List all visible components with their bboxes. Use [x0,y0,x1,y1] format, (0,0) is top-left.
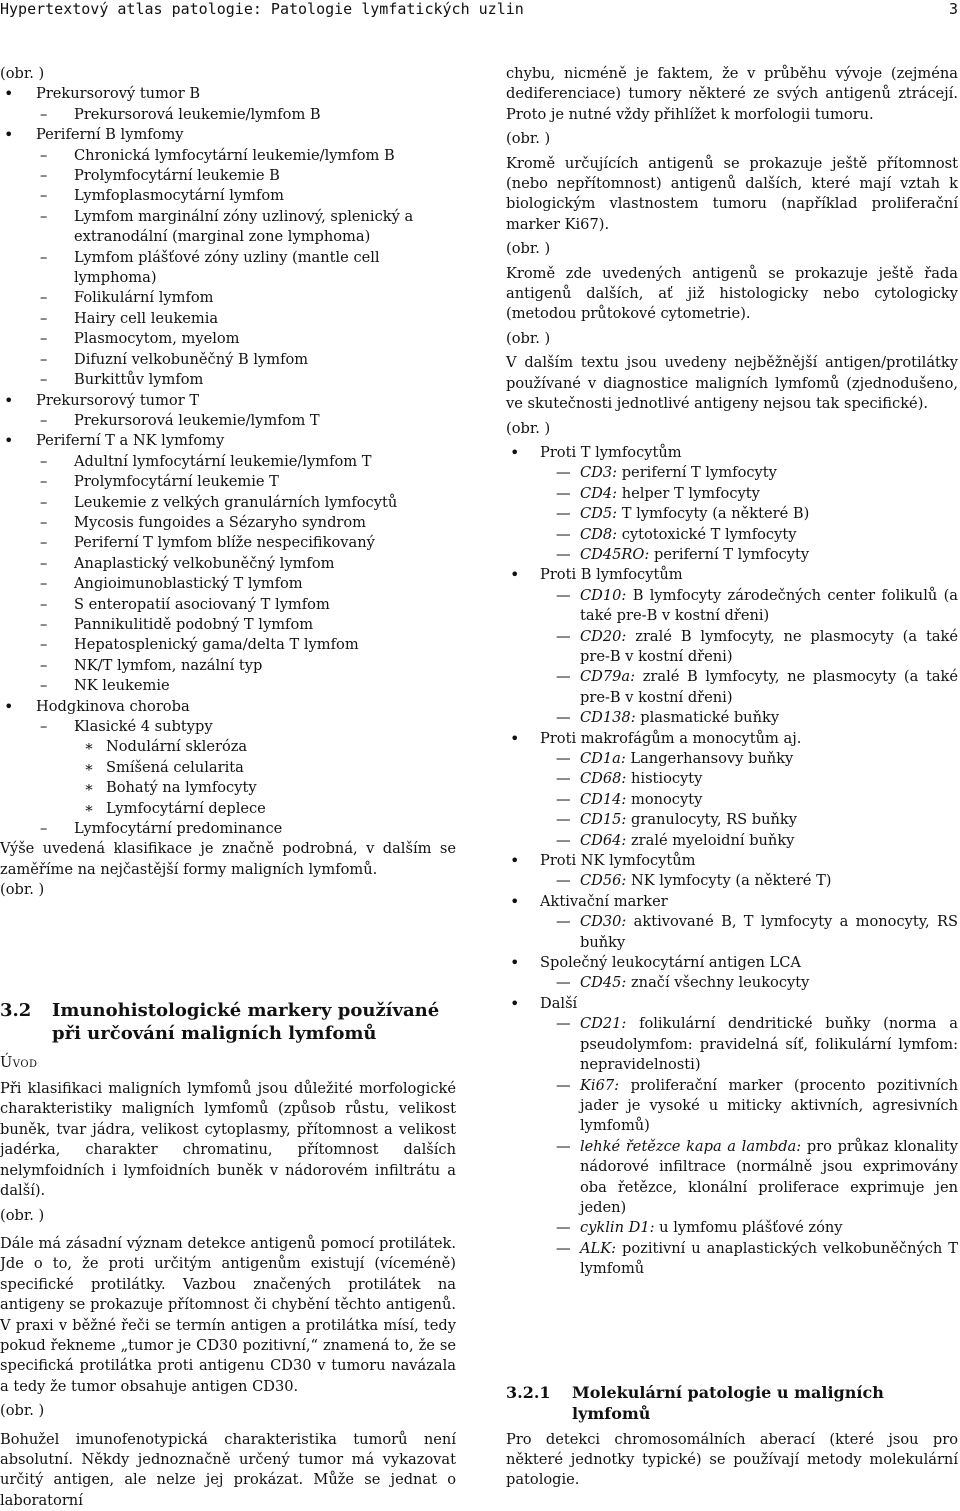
marker-item [506,1239,958,1280]
marker-description: značí všechny leukocyty [626,974,810,992]
marker-description: granulocyty, RS buňky [626,811,797,829]
sub-list-item: – Pannikulitidě podobný T lymfom [0,615,456,635]
markers-list [506,443,958,1280]
marker-term: ALK: [580,1239,617,1257]
page-number: 3 [948,0,958,18]
list-item: • Prekursorový tumor B [0,84,456,104]
marker-item [506,769,958,789]
sub-list-item: – Chronická lymfocytární leukemie/lymfom B [0,146,456,166]
marker-item [506,871,958,891]
sub-list-item: – Angioimunoblastický T lymfom [0,574,456,594]
section-number: 3.2 [0,999,32,1021]
marker-group: • Proti makrofágům a monocytům aj. [506,729,958,749]
paragraph: Bohužel imunofenotypická charakteristika tumorů není absolutní. Někdy jednoznačně určený tumor má vykazovat určitý antigen, ale nelze jej prokázat. Může se jednat o laboratorní [0,1430,456,1509]
marker-term: cyklin D1: [580,1219,655,1237]
marker-item [506,749,958,769]
sub-list-item: – Periferní T lymfom blíže nespecifikovaný [0,533,456,553]
sub-list-item: – Klasické 4 subtypy [0,717,456,737]
sub-list-item: – Prekursorová leukemie/lymfom B [0,105,456,125]
list-item: • Periferní T a NK lymfomy [0,431,456,451]
page-header [0,0,960,22]
marker-description: aktivované B, T lymfocyty a monocyty, RS buňky [580,913,958,951]
paragraph: Dále má zásadní význam detekce antigenů pomocí protilátek. Jde o to, že proti určitým antigenům existují (víceméně) specifické protilátky. Vazbou značených protilátek na antigeny se prokazuje přítomnost či chybění těchto antigenů. V praxi v běžné řeči se termín antigen a protilátka mísí, tedy pokud řekneme „tumor je CD30 pozitivní,“ znamená to, že se specifická protilátka proti antigenu CD30 v tumoru navázala a tedy že tumor obsahuje antigen CD30. [0,1234,456,1395]
marker-term: CD79a: [580,668,636,686]
marker-item [506,831,958,851]
marker-group: • Aktivační marker [506,892,958,912]
sub-list-item: – NK/T lymfom, nazální typ [0,656,456,676]
paragraph: Pro detekci chromosomálních aberací (které jsou pro některé jednotky typické) se používají metody molekulární patologie. [506,1430,958,1489]
paragraph: Kromě zde uvedených antigenů se prokazuje ještě řada antigenů dalších, ať již histologicky nebo cytologicky (metodou průtokové cytometrie). [506,264,958,323]
marker-description: u lymfomu plášťové zóny [654,1219,843,1237]
section-title: Imunohistologické markery používané při určování maligních lymfomů [52,999,440,1044]
left-column [0,64,456,1511]
marker-description: zralé B lymfocyty, ne plasmocyty (a také pre-B v kostní dřeni) [580,668,958,706]
marker-description: pozitivní u anaplastických velkobuněčných T lymfomů [580,1239,958,1278]
marker-item [506,525,958,545]
marker-description: zralé B lymfocyty, ne plasmocyty (a také pre-B v kostní dřeni) [580,627,958,665]
figure-ref[interactable]: (obr. ) [0,65,45,82]
marker-description: monocyty [626,790,703,808]
figure-ref[interactable]: (obr. ) [506,240,551,258]
paragraph: Při klasifikaci maligních lymfomů jsou důležité morfologické charakteristiky maligních lymfomů (způsob růstu, velikost buněk, tvar jádra, velikost cytoplasmy, přítomnost a velikost jadérka, charakter chromatinu, přítomnost dalších nelymfoidních i lymfoidních buněk v nádorovém infiltrátu a další). [0,1080,456,1200]
marker-item [506,708,958,728]
marker-term: CD56: [580,872,627,890]
sub-list-item: – Lymfoplasmocytární lymfom [0,186,456,206]
marker-description: periferní T lymfocyty [617,464,777,482]
subsub-list-item: ∗ Smíšená celularita [0,758,456,778]
marker-item [506,1014,958,1075]
marker-item [506,973,958,993]
marker-item [506,463,958,483]
sub-list-item: – Burkittův lymfom [0,370,456,390]
marker-term: CD30: [580,913,627,931]
marker-term: CD14: [580,790,627,808]
marker-description: folikulární dendritické buňky (norma a pseudolymfom: pravidelná síť, folikulární lymfom: nepravidelnosti) [580,1015,958,1074]
marker-term: CD3: [580,464,618,482]
marker-term: CD4: [580,484,618,502]
marker-term: CD20: [580,627,627,645]
subheading-uvod: Úvod [0,1053,38,1071]
marker-description: proliferační marker (procento pozitivních jader je vysoké u miticky aktivních, agresivních lymfomů) [580,1076,958,1135]
list-item: • Periferní B lymfomy [0,125,456,145]
marker-description: T lymfocyty (a některé B) [617,505,810,523]
marker-description: cytotoxické T lymfocyty [617,525,797,543]
paragraph: Výše uvedená klasifikace je značně podrobná, v dalším se zaměříme na nejčastější formy maligních lymfomů. [0,840,456,878]
figure-ref[interactable]: (obr. ) [0,1206,45,1224]
figure-ref[interactable]: (obr. ) [0,881,45,899]
sub-list-item: – Leukemie z velkých granulárních lymfocytů [0,493,456,513]
figure-ref[interactable]: (obr. ) [506,419,551,437]
marker-description: helper T lymfocyty [617,484,760,502]
sub-list-item: – Lymfom marginální zóny uzlinový, splenický a extranodální (marginal zone lymphoma) [0,207,456,248]
list-item: • Hodgkinova choroba [0,697,456,717]
sub-list-item: – Mycosis fungoides a Sézaryho syndrom [0,513,456,533]
marker-item [506,627,958,668]
marker-term: Ki67: [580,1076,620,1094]
marker-term: CD64: [580,831,627,849]
marker-term: CD21: [580,1015,627,1033]
marker-item [506,545,958,565]
paragraph: chybu, nicméně je faktem, že v průběhu vývoje (zejména dediferenciace) tumory některé ze svých antigenů ztrácejí. Proto je nutné vždy přihlížet k morfologii tumoru. [506,65,958,123]
sub-list-item: – Lymfom plášťové zóny uzliny (mantle cell lymphoma) [0,248,456,289]
sub-list-item: – Prolymfocytární leukemie T [0,472,456,492]
marker-item [506,1137,958,1219]
marker-group: • Proti NK lymfocytům [506,851,958,871]
marker-description: periferní T lymfocyty [649,545,810,563]
marker-item [506,1076,958,1137]
sub-list-item: – Hepatosplenický gama/delta T lymfom [0,635,456,655]
marker-item [506,667,958,708]
subsection-title: Molekulární patologie u maligních lymfomů [572,1382,884,1423]
marker-item [506,484,958,504]
marker-description: plasmatické buňky [635,709,780,727]
marker-item [506,790,958,810]
marker-group: • Další [506,994,958,1014]
marker-term: CD45RO: [580,545,650,563]
marker-term: lehké řetězce kapa a lambda: [580,1137,802,1155]
sub-list-item: – Folikulární lymfom [0,288,456,308]
sub-list-item: – NK leukemie [0,676,456,696]
paragraph: V dalším textu jsou uvedeny nejběžnější antigen/protilátky používané v diagnostice maligních lymfomů (zjednodušeno, ve skutečnosti jednotlivé antigeny nejsou tak specifické). [506,354,958,413]
marker-description: NK lymfocyty (a některé T) [626,872,832,890]
marker-group: • Proti T lymfocytům [506,443,958,463]
marker-group: • Společný leukocytární antigen LCA [506,953,958,973]
right-column [506,64,958,1491]
marker-term: CD15: [580,811,627,829]
subsub-list-item: ∗ Lymfocytární deplece [0,799,456,819]
sub-list-item: – Anaplastický velkobuněčný lymfom [0,554,456,574]
paragraph: Kromě určujících antigenů se prokazuje ještě přítomnost (nebo nepřítomnost) antigenů dalších, které mají vztah k biologickým vlastnostem tumoru (například proliferační marker Ki67). [506,154,958,233]
sub-list-item: – Lymfocytární predominance [0,819,456,839]
subsection-heading [506,1382,958,1424]
marker-description: pro průkaz klonality nádorové infiltrace (normálně jsou exprimovány oba řetězce, klonální proliferace exprimuje jen jeden) [580,1137,958,1216]
figure-ref[interactable]: (obr. ) [506,329,551,347]
marker-term: CD10: [580,586,627,604]
marker-item [506,1218,958,1238]
sub-list-item: – Adultní lymfocytární leukemie/lymfom T [0,452,456,472]
subsection-number: 3.2.1 [506,1382,551,1402]
sub-list-item: – S enteropatií asociovaný T lymfom [0,595,456,615]
marker-item [506,810,958,830]
figure-ref[interactable]: (obr. ) [0,1402,45,1420]
classification-list [0,84,456,839]
marker-term: CD68: [580,770,627,788]
sub-list-item: – Prolymfocytární leukemie B [0,166,456,186]
marker-description: Langerhansovy buňky [625,750,794,767]
subsub-list-item: ∗ Nodulární skleróza [0,737,456,757]
marker-item [506,504,958,524]
running-title: Hypertextový atlas patologie: Patologie lymfatických uzlin [0,0,524,18]
sub-list-item: – Hairy cell leukemia [0,309,456,329]
marker-term: CD5: [580,505,618,523]
marker-term: CD45: [580,974,627,992]
marker-description: B lymfocyty zárodečných center folikulů (a také pre-B v kostní dřeni) [580,586,958,625]
marker-term: CD1a: [580,750,626,767]
marker-description: histiocyty [626,770,703,788]
marker-term: CD138: [580,709,636,727]
marker-group: • Proti B lymfocytům [506,565,958,585]
marker-term: CD8: [580,525,618,543]
marker-item [506,912,958,953]
figure-ref[interactable]: (obr. ) [506,130,551,148]
subsub-list-item: ∗ Bohatý na lymfocyty [0,778,456,798]
marker-description: zralé myeloidní buňky [626,831,795,849]
sub-list-item: – Plasmocytom, myelom [0,329,456,349]
section-heading [0,999,456,1045]
sub-list-item: – Difuzní velkobuněčný B lymfom [0,350,456,370]
sub-list-item: – Prekursorová leukemie/lymfom T [0,411,456,431]
list-item: • Prekursorový tumor T [0,391,456,411]
marker-item [506,586,958,627]
